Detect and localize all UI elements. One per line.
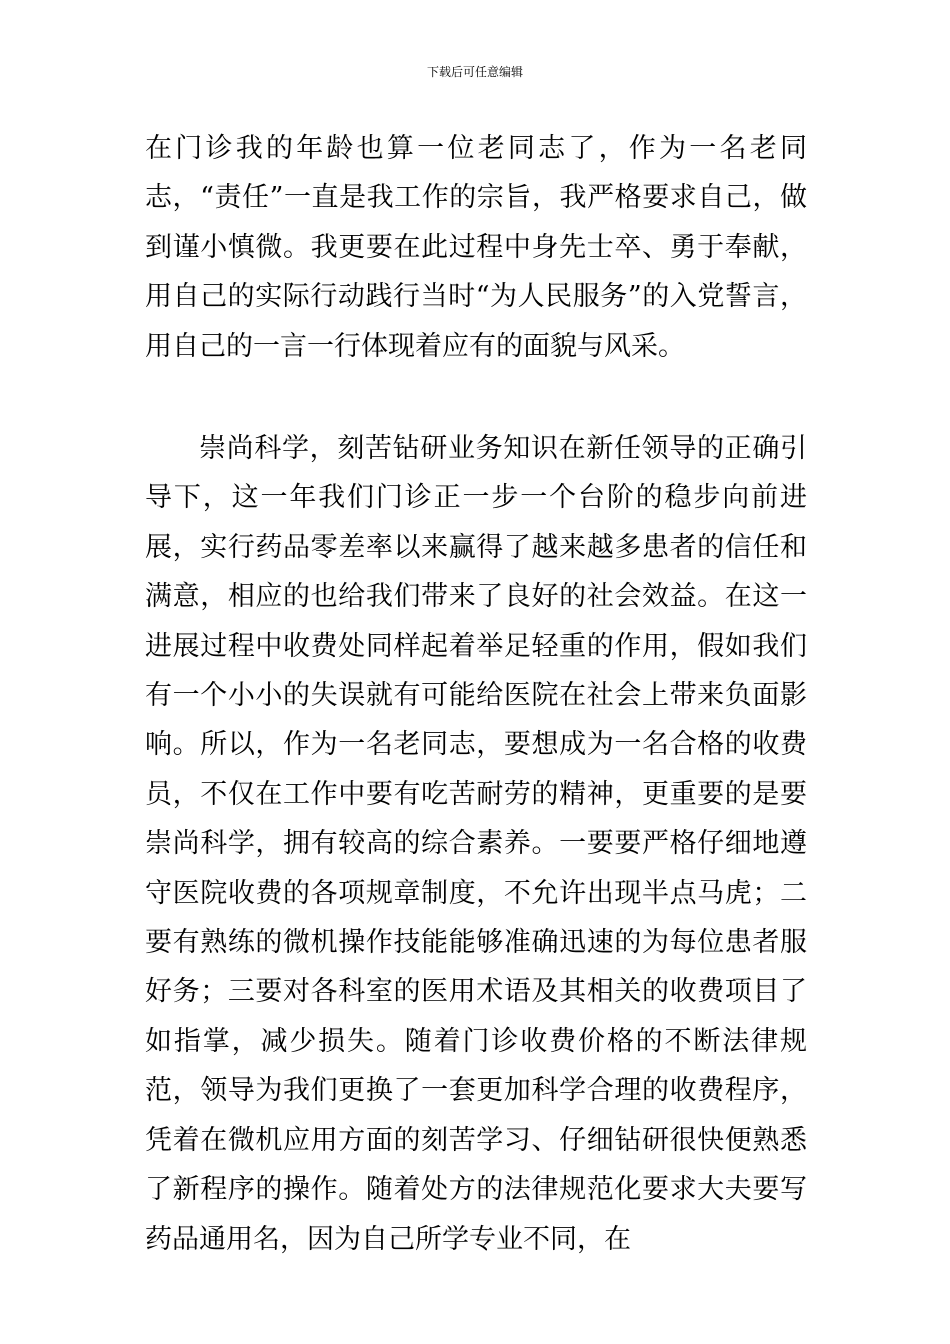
body-paragraph-1: 在门诊我的年龄也算一位老同志了，作为一名老同志，“责任”一直是我工作的宗旨，我严格要求自己，做到谨小慎微。我更要在此过程中身先士卒、勇于奉献，用自己的实际行动践行当时“为人民服务”的入党誓言，用自己的一言一行体现着应有的面貌与风采。: [145, 133, 807, 362]
body-paragraph-2: 崇尚科学，刻苦钻研业务知识在新任领导的正确引导下，这一年我们门诊正一步一个台阶的稳步向前进展，实行药品零差率以来赢得了越来越多患者的信任和满意，相应的也给我们带来了良好的社会效益。在这一进展过程中收费处同样起着举足轻重的作用，假如我们有一个小小的失误就有可能给医院在社会上带来负面影响。所以，作为一名老同志，要想成为一名合格的收费员，不仅在工作中要有吃苦耐劳的精神，更重要的是要崇尚科学，拥有较高的综合素养。一要要严格仔细地遵守医院收费的各项规章制度，不允许出现半点马虎；二要有熟练的微机操作技能能够准确迅速的为每位患者服好务；三要对各科室的医用术语及其相关的收费项目了如指掌，减少损失。随着门诊收费价格的不断法律规范，领导为我们更换了一套更加科学合理的收费程序，凭着在微机应用方面的刻苦学习、仔细钻研很快便熟悉了新程序的操作。随着处方的法律规范化要求大夫要写药品通用名，因为自己所学专业不同，在: [145, 433, 807, 1255]
page-header: 下载后可任意编辑: [426, 65, 523, 79]
